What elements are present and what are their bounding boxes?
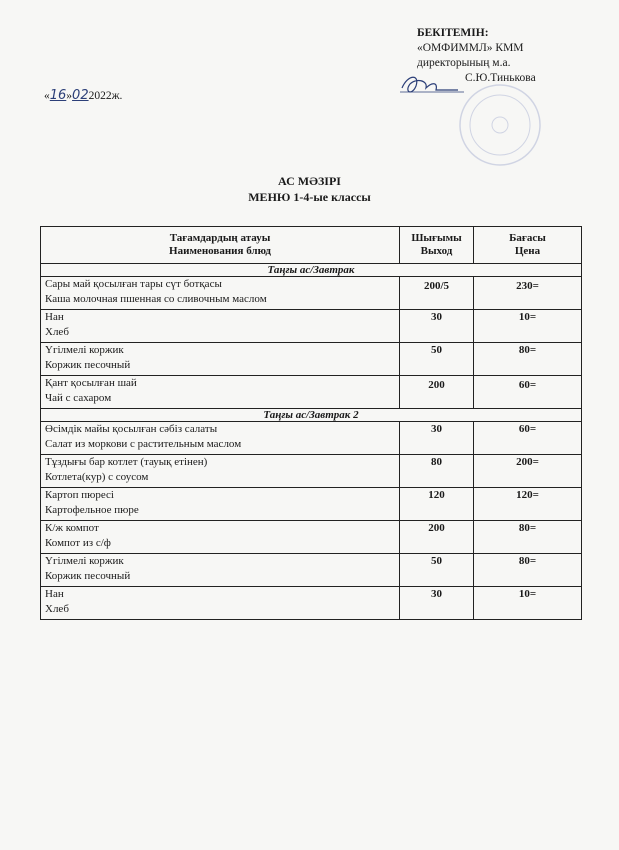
header-name-kz: Тағамдардың атауы	[169, 232, 271, 244]
table-row	[41, 587, 582, 620]
dish-yield: 30	[400, 310, 474, 343]
dish-name-kz: Нан	[45, 588, 64, 600]
menu-table	[40, 226, 582, 620]
dish-name-kz: Картоп пюресі	[45, 489, 114, 501]
header-price-kz: Бағасы	[509, 232, 546, 244]
dish-name-kz: Үгілмелі коржик	[45, 344, 124, 356]
table-row	[41, 277, 582, 310]
table-header-row	[41, 227, 582, 264]
section-title: Таңғы ас/Завтрак	[41, 264, 582, 277]
dish-name	[41, 343, 400, 376]
dish-name-ru: Хлеб	[45, 603, 69, 615]
approval-signer: С.Ю.Тинькова	[465, 72, 536, 84]
date-year: 2022ж.	[88, 90, 123, 102]
table-row	[41, 376, 582, 409]
dish-yield: 30	[400, 422, 474, 455]
table-row	[41, 554, 582, 587]
dish-name	[41, 455, 400, 488]
dish-name	[41, 376, 400, 409]
dish-name-kz: К/ж компот	[45, 522, 99, 534]
dish-yield: 120	[400, 488, 474, 521]
dish-price: 230=	[474, 277, 582, 310]
dish-yield: 200	[400, 376, 474, 409]
dish-price: 80=	[474, 343, 582, 376]
approval-block	[417, 26, 536, 84]
table-row	[41, 343, 582, 376]
dish-name-ru: Хлеб	[45, 326, 69, 338]
approval-org: «ОМФИММЛ» КММ	[417, 42, 524, 54]
dish-price: 120=	[474, 488, 582, 521]
dish-name	[41, 521, 400, 554]
header-name	[41, 227, 400, 264]
approval-role: директорының м.а.	[417, 57, 511, 69]
header-yield-kz: Шығымы	[411, 232, 462, 244]
dish-price: 60=	[474, 376, 582, 409]
seal-stamp	[440, 80, 560, 170]
dish-name	[41, 422, 400, 455]
dish-name-ru: Салат из моркови с растительным маслом	[45, 438, 242, 450]
dish-name-ru: Коржик песочный	[45, 359, 131, 371]
section-row	[41, 409, 582, 422]
date-close-quote: »	[66, 90, 73, 102]
section-title: Таңғы ас/Завтрак 2	[41, 409, 582, 422]
header-yield-ru: Выход	[420, 245, 453, 257]
section-row	[41, 264, 582, 277]
dish-name-ru: Котлета(кур) с соусом	[45, 471, 149, 483]
header-price	[474, 227, 582, 264]
header-name-ru: Наименования блюд	[169, 245, 271, 257]
header-price-ru: Цена	[514, 245, 541, 257]
dish-name	[41, 488, 400, 521]
dish-price: 10=	[474, 587, 582, 620]
dish-name	[41, 310, 400, 343]
header-yield	[400, 227, 474, 264]
table-row	[41, 310, 582, 343]
table-row	[41, 488, 582, 521]
dish-name-ru: Чай с сахаром	[45, 392, 112, 404]
date-open-quote: «	[44, 90, 50, 102]
dish-yield: 80	[400, 455, 474, 488]
dish-yield: 50	[400, 554, 474, 587]
menu-title-ru: МЕНЮ 1-4-ые классы	[248, 190, 371, 204]
dish-name	[41, 554, 400, 587]
dish-name-ru: Коржик песочный	[45, 570, 131, 582]
dish-yield: 50	[400, 343, 474, 376]
dish-price: 60=	[474, 422, 582, 455]
dish-name-ru: Каша молочная пшенная со сливочным маслом	[45, 293, 267, 305]
date-day: 16	[49, 88, 67, 103]
dish-price: 80=	[474, 554, 582, 587]
approval-heading: БЕКІТЕМІН:	[417, 27, 489, 39]
dish-name-kz: Үгілмелі коржик	[45, 555, 124, 567]
menu-title-kz: АС МӘЗІРІ	[278, 174, 341, 188]
dish-name-ru: Картофельное пюре	[45, 504, 139, 516]
dish-name-ru: Компот из с/ф	[45, 537, 111, 549]
dish-name	[41, 587, 400, 620]
dish-price: 200=	[474, 455, 582, 488]
dish-name-kz: Қант қосылған шай	[45, 377, 137, 389]
dish-name	[41, 277, 400, 310]
dish-name-kz: Нан	[45, 311, 64, 323]
dish-name-kz: Тұздығы бар котлет (тауық етінен)	[45, 456, 208, 468]
dish-yield: 200/5	[400, 277, 474, 310]
dish-yield: 30	[400, 587, 474, 620]
document-date	[44, 88, 122, 103]
table-row	[41, 455, 582, 488]
dish-name-kz: Өсімдік майы қосылған сәбіз салаты	[45, 423, 218, 435]
table-row	[41, 521, 582, 554]
dish-price: 80=	[474, 521, 582, 554]
table-row	[41, 422, 582, 455]
date-month: 02	[72, 88, 89, 103]
dish-name-kz: Сары май қосылған тары сүт ботқасы	[45, 278, 222, 290]
dish-yield: 200	[400, 521, 474, 554]
dish-price: 10=	[474, 310, 582, 343]
